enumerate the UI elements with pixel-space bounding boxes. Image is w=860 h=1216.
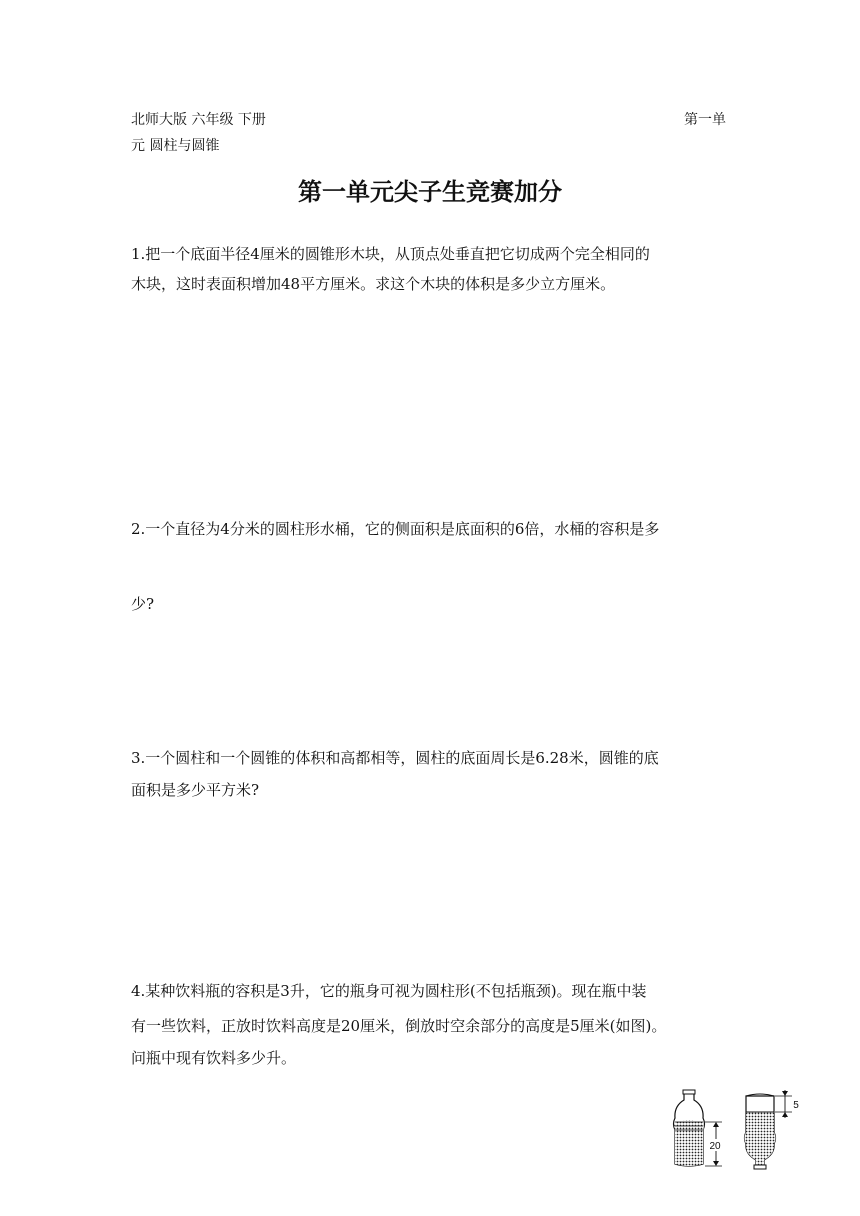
label-20: 20 [709,1141,721,1152]
header-left: 北师大版 六年级 下册 [131,112,266,128]
header-right: 第一单 [684,112,726,128]
dimension-20 [705,1122,722,1166]
question-1-line-1: 1.把一个底面半径4厘米的圆锥形木块，从顶点处垂直把它切成两个完全相同的 [131,245,650,263]
bottle-figure [664,1088,810,1170]
page-title: 第一单元尖子生竞赛加分 [298,178,562,206]
dimension-5 [775,1090,799,1118]
header-line2: 元 圆柱与圆锥 [131,138,220,154]
question-4-line-3: 问瓶中现有饮料多少升。 [131,1049,297,1067]
question-2-line-2: 少? [131,595,155,613]
inverted-bottle [745,1094,776,1169]
question-4-line-1: 4.某种饮料瓶的容积是3升，它的瓶身可视为圆柱形(不包括瓶颈)。现在瓶中装 [131,982,647,1000]
question-3-line-1: 3.一个圆柱和一个圆锥的体积和高都相等，圆柱的底面周长是6.28米，圆锥的底 [131,749,659,767]
upright-bottle [674,1090,705,1166]
question-4-line-2: 有一些饮料，正放时饮料高度是20厘米，倒放时空余部分的高度是5厘米(如图)。 [131,1017,667,1035]
question-2-line-1: 2.一个直径为4分米的圆柱形水桶，它的侧面积是底面积的6倍，水桶的容积是多 [131,520,660,538]
question-3-line-2: 面积是多少平方米? [131,781,260,799]
question-1-line-2: 木块，这时表面积增加48平方厘米。求这个木块的体积是多少立方厘米。 [131,275,616,293]
label-5: 5 [793,1100,799,1111]
